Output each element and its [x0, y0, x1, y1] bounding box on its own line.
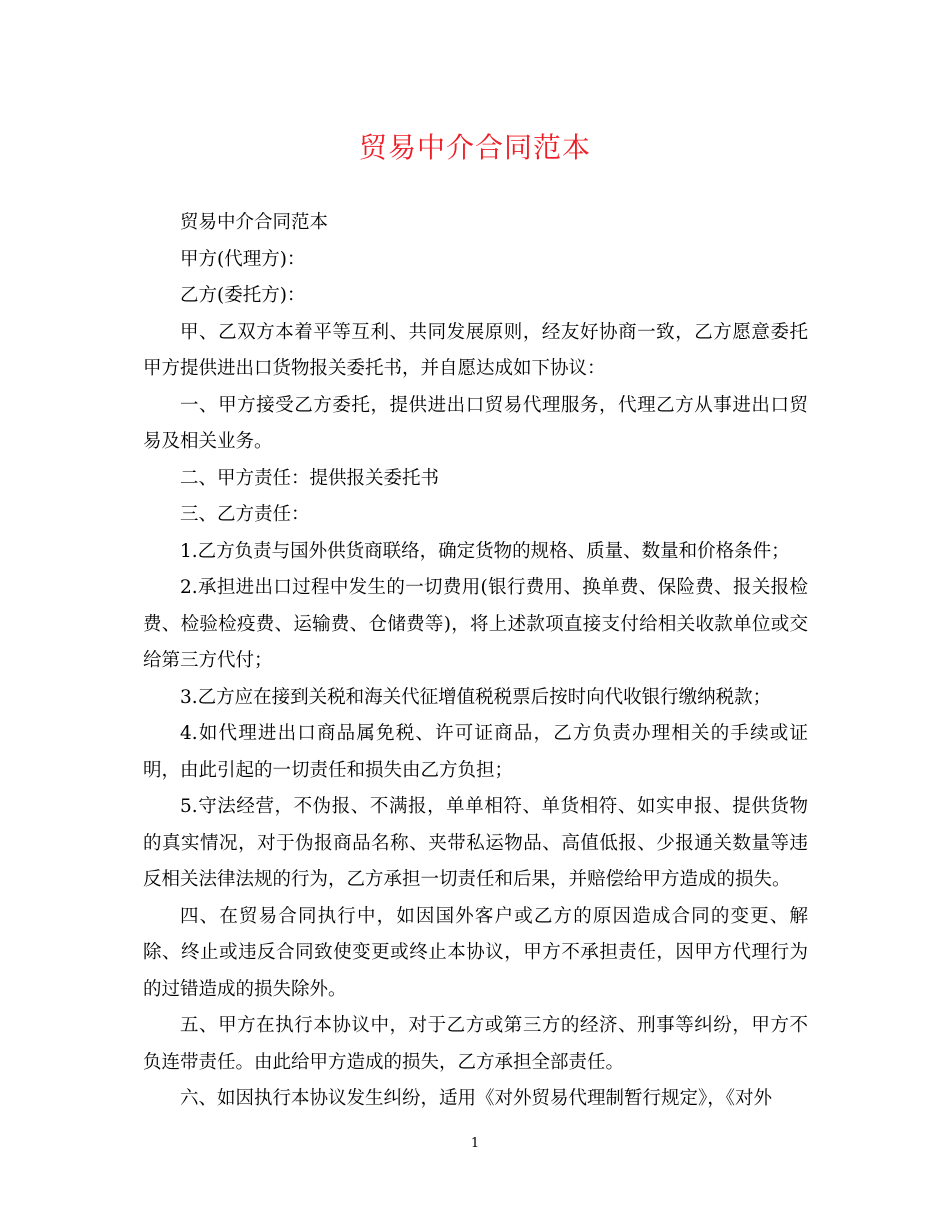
paragraph-item-3: 3.乙方应在接到关税和海关代征增值税税票后按时向代收银行缴纳税款；	[180, 686, 772, 708]
paragraph-subtitle: 贸易中介合同范本	[180, 212, 329, 233]
paragraph-item-4: 4.如代理进出口商品属免税、许可证商品，乙方负责办理相关的手续或证明，由此引起的一切责任和损失由乙方负担；	[143, 723, 808, 781]
paragraph-clause-2: 二、甲方责任：提供报关委托书	[180, 467, 440, 489]
paragraph-party-b: 乙方(委托方)：	[180, 285, 306, 306]
paragraph-item-1: 1.乙方负责与国外供货商联络，确定货物的规格、质量、数量和价格条件；	[180, 540, 790, 562]
document-title: 贸易中介合同范本	[358, 131, 591, 164]
paragraph-clause-5: 五、甲方在执行本协议中，对于乙方或第三方的经济、刑事等纠纷，甲方不负连带责任。由此给甲方造成的损失，乙方承担全部责任。	[143, 1015, 808, 1073]
paragraph-party-a: 甲方(代理方)：	[180, 248, 306, 270]
paragraph-item-2: 2.承担进出口过程中发生的一切费用(银行费用、换单费、保险费、报关报检费、检验检疫费、运输费、仓储费等)，将上述款项直接支付给相关收款单位或交给第三方代付；	[143, 577, 808, 671]
paragraph-preamble: 甲、乙双方本着平等互利、共同发展原则，经友好协商一致，乙方愿意委托甲方提供进出口货物报关委托书，并自愿达成如下协议：	[143, 321, 808, 379]
paragraph-clause-1: 一、甲方接受乙方委托，提供进出口贸易代理服务，代理乙方从事进出口贸易及相关业务。	[143, 394, 808, 452]
page-number: 1	[470, 1136, 480, 1151]
document-body	[143, 205, 808, 1118]
paragraph-clause-3: 三、乙方责任：	[180, 504, 310, 525]
paragraph-clause-6: 六、如因执行本协议发生纠纷，适用《对外贸易代理制暂行规定》，《对外	[180, 1088, 773, 1109]
paragraph-item-5: 5.守法经营，不伪报、不满报，单单相符、单货相符、如实申报、提供货物的真实情况，对于伪报商品名称、夹带私运物品、高值低报、少报通关数量等违反相关法律法规的行为，乙方承担一切责任和后果，并赔偿给甲方造成的损失。	[143, 796, 808, 890]
paragraph-clause-4: 四、在贸易合同执行中，如因国外客户或乙方的原因造成合同的变更、解除、终止或违反合同致使变更或终止本协议，甲方不承担责任，因甲方代理行为的过错造成的损失除外。	[143, 905, 808, 1000]
